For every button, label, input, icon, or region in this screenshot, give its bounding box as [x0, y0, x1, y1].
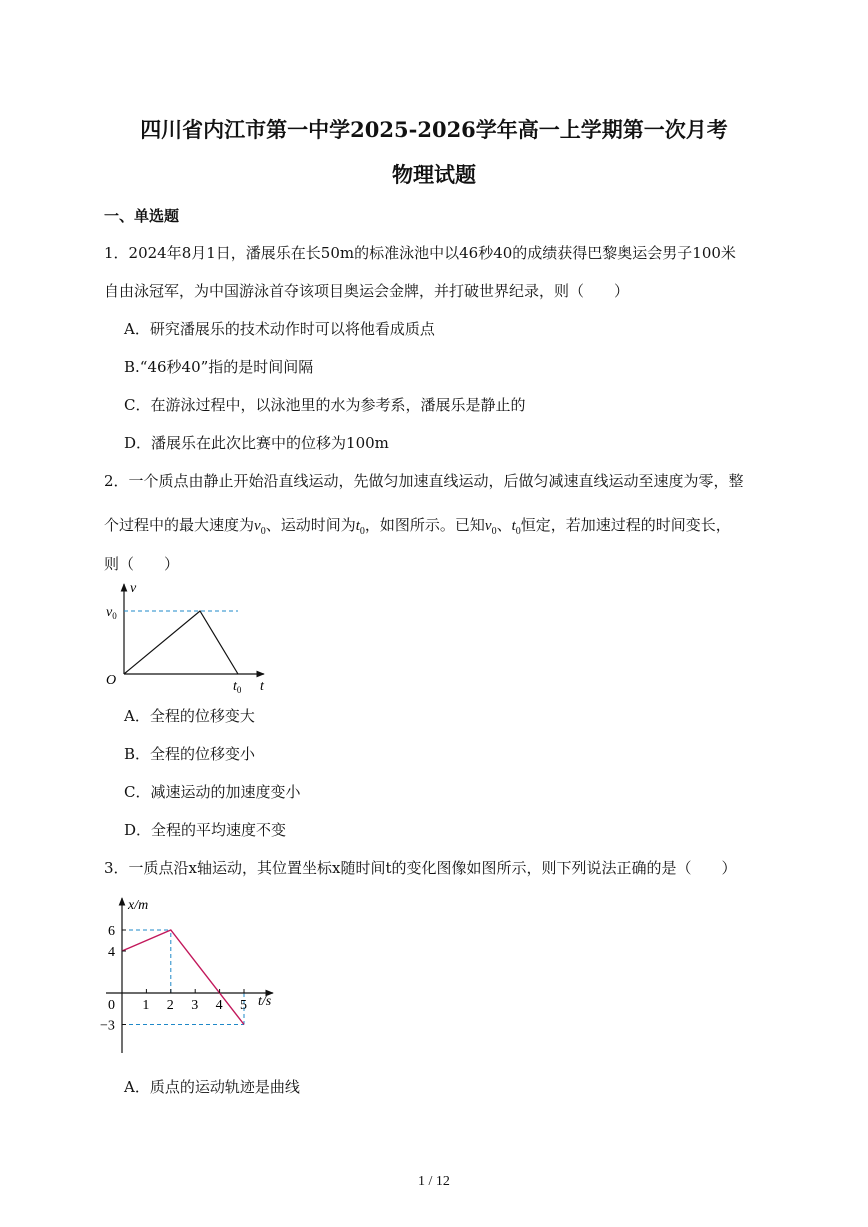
q3-origin-label: 0 [108, 998, 115, 1013]
q3-x-tick-label: 4 [215, 998, 223, 1013]
q2-option-d: D．全程的平均速度不变 [124, 821, 287, 839]
q2-text: 个过程中的最大速度为 [104, 516, 255, 534]
paper-title: 四川省内江市第一中学2025-2026学年高一上学期第一次月考 [140, 117, 728, 142]
q3-x-tick-label: 1 [142, 998, 150, 1013]
q3-position-line [122, 930, 244, 1025]
q2-stem-line1: 2．一个质点由静止开始沿直线运动，先做匀加速直线运动，后做匀减速直线运动至速度为零，整 [104, 472, 744, 490]
q2-velocity-line [124, 611, 238, 674]
q2-text: 、 [496, 516, 512, 534]
q1-stem-line2: 自由泳冠军，为中国游泳首夺该项目奥运会金牌，并打破世界纪录，则（ ） [104, 282, 630, 300]
q3-stem-line1: 3．一质点沿x轴运动，其位置坐标x随时间t的变化图像如图所示，则下列说法正确的是（ ） [104, 859, 737, 877]
q2-vt-graph [100, 578, 280, 696]
q1-option-d: D．潘展乐在此次比赛中的位移为100m [124, 434, 389, 452]
section-heading: 一、单选题 [104, 207, 180, 225]
q2-text: 恒定，若加速过程的时间变长， [520, 516, 731, 534]
q3-x-tick-label: 5 [240, 998, 247, 1013]
q3-y-axis-label: x/m [128, 898, 149, 913]
paper-subtitle: 物理试题 [392, 162, 476, 187]
q1-option-a: A．研究潘展乐的技术动作时可以将他看成质点 [124, 320, 435, 338]
q1-option-b: B.“46秒40”指的是时间间隔 [124, 358, 314, 376]
q1-option-c: C．在游泳过程中，以泳池里的水为参考系，潘展乐是静止的 [124, 396, 526, 414]
q2-t0-symbol: $t_0$ [511, 518, 521, 537]
q2-stem-line2 [104, 514, 731, 537]
q3-option-a: A．质点的运动轨迹是曲线 [124, 1078, 300, 1096]
q2-v0-symbol: $v_0$ [484, 518, 497, 537]
q3-y-tick-label: −3 [100, 1018, 115, 1034]
q2-origin-label: O [106, 673, 117, 688]
q2-text: 、运动时间为 [265, 516, 356, 534]
q3-y-tick-label: 6 [108, 924, 115, 939]
q1-stem-line1: 1．2024年8月1日，潘展乐在长50m的标准泳池中以46秒40的成绩获得巴黎奥运会男子100米 [104, 244, 736, 262]
q2-v0-symbol: $v_0$ [254, 518, 266, 537]
q2-y-label: v [130, 581, 137, 596]
q3-xt-chart [98, 893, 288, 1058]
q2-stem-line3: 则（ ） [104, 555, 180, 573]
q3-x-tick-label: 2 [166, 998, 174, 1013]
q3-x-tick-label: 3 [191, 998, 199, 1013]
page-number: 1 / 12 [418, 1174, 450, 1189]
q2-t0-label: $t_0$ [233, 679, 242, 695]
q2-v0-label: $v_0$ [106, 605, 117, 621]
q2-option-b: B．全程的位移变小 [124, 745, 256, 763]
q2-t0-symbol: $t_0$ [355, 518, 365, 537]
q2-x-label: t [260, 679, 264, 694]
q3-y-tick-label: 4 [108, 945, 115, 960]
q2-option-a: A．全程的位移变大 [124, 707, 255, 725]
q2-option-c: C．减速运动的加速度变小 [124, 783, 301, 801]
q2-text: ，如图所示。已知 [364, 516, 485, 534]
q3-x-axis-label: t/s [258, 994, 272, 1009]
